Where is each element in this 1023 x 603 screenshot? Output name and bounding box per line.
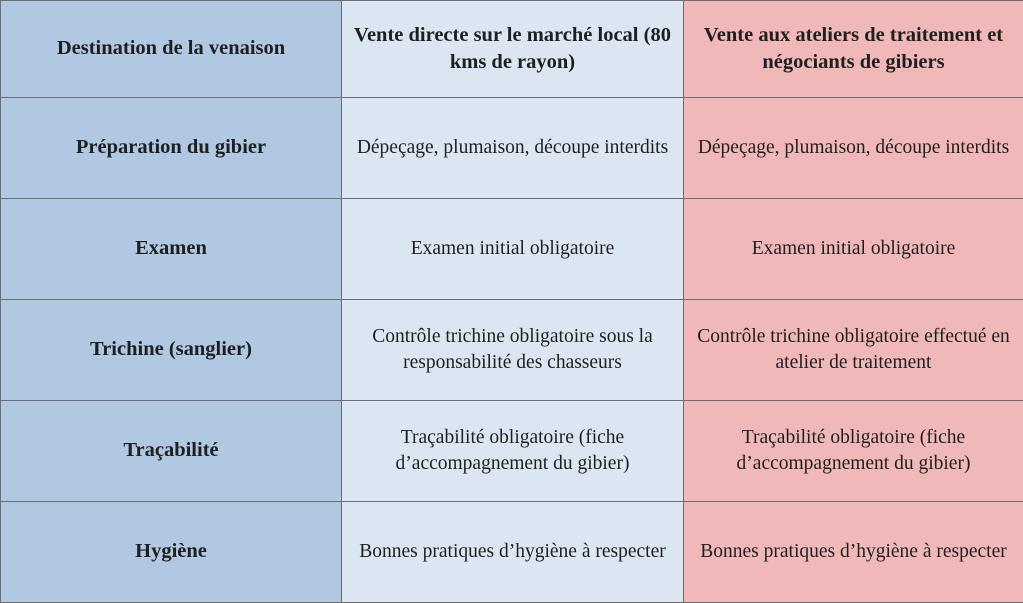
table-row-tracabilite <box>1 401 1023 502</box>
row-label: Hygiène <box>1 502 342 603</box>
cell-direct-sale: Dépeçage, plumaison, découpe interdits <box>342 98 684 199</box>
table-row-examen <box>1 199 1023 300</box>
row-label: Préparation du gibier <box>1 98 342 199</box>
table-body <box>1 98 1023 603</box>
header-direct-sale: Vente directe sur le marché local (80 kms de rayon) <box>342 1 684 98</box>
cell-direct-sale: Contrôle trichine obligatoire sous la responsabilité des chasseurs <box>342 300 684 401</box>
cell-direct-sale: Traçabilité obligatoire (fiche d’accompagnement du gibier) <box>342 401 684 502</box>
table-row-hygiene <box>1 502 1023 603</box>
row-label: Examen <box>1 199 342 300</box>
table-header <box>1 1 1023 98</box>
table-row-trichine <box>1 300 1023 401</box>
cell-direct-sale: Bonnes pratiques d’hygiène à respecter <box>342 502 684 603</box>
cell-workshop-sale: Dépeçage, plumaison, découpe interdits <box>684 98 1023 199</box>
cell-workshop-sale: Examen initial obligatoire <box>684 199 1023 300</box>
cell-workshop-sale: Traçabilité obligatoire (fiche d’accompagnement du gibier) <box>684 401 1023 502</box>
row-label: Trichine (sanglier) <box>1 300 342 401</box>
cell-workshop-sale: Bonnes pratiques d’hygiène à respecter <box>684 502 1023 603</box>
cell-workshop-sale: Contrôle trichine obligatoire effectué en atelier de traitement <box>684 300 1023 401</box>
header-destination: Destination de la venaison <box>1 1 342 98</box>
table-row-preparation <box>1 98 1023 199</box>
cell-direct-sale: Examen initial obligatoire <box>342 199 684 300</box>
header-row <box>1 1 1023 98</box>
header-workshop-sale: Vente aux ateliers de traitement et négociants de gibiers <box>684 1 1023 98</box>
row-label: Traçabilité <box>1 401 342 502</box>
